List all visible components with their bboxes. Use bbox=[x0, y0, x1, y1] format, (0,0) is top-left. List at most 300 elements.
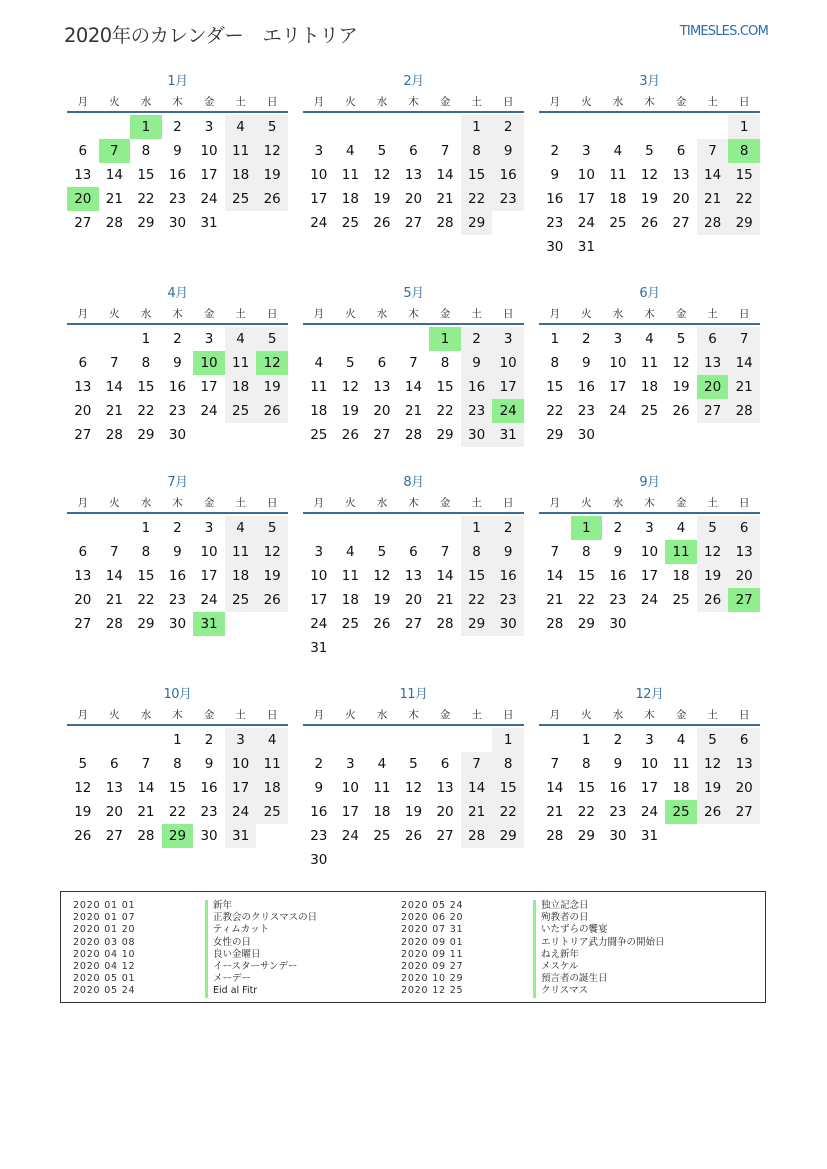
day-cell: 8 bbox=[141, 143, 151, 159]
day-cell: 17 bbox=[609, 379, 627, 395]
day-cell: 16 bbox=[168, 167, 187, 183]
weekday-label: 日 bbox=[267, 96, 278, 108]
day-cell: 2 bbox=[461, 327, 493, 351]
day-cell: 9 bbox=[492, 139, 524, 163]
day-cell: 12 bbox=[697, 752, 729, 776]
day-cell: 29 bbox=[728, 211, 760, 235]
holiday-entry bbox=[401, 985, 665, 997]
day-cell: 10 bbox=[225, 752, 257, 776]
day-cell: 25 bbox=[310, 427, 328, 443]
day-cell: 20 bbox=[672, 191, 690, 207]
weekday-header bbox=[303, 707, 524, 726]
day-cell: 24 bbox=[577, 215, 595, 231]
day-cell: 27 bbox=[74, 215, 92, 231]
holiday-date: 2020 07 31 bbox=[401, 924, 464, 936]
day-cell: 16 bbox=[492, 564, 524, 588]
day-cell: 21 bbox=[697, 187, 729, 211]
weekday-label: 日 bbox=[503, 709, 514, 721]
day-cell: 5 bbox=[256, 327, 288, 351]
weekday-label: 金 bbox=[439, 497, 451, 509]
day-cell: 11 bbox=[225, 540, 257, 564]
weekday-label: 水 bbox=[376, 308, 388, 320]
day-cell: 3 bbox=[204, 119, 214, 135]
weekday-label: 金 bbox=[439, 308, 451, 320]
day-cell: 22 bbox=[728, 187, 760, 211]
day-cell: 30 bbox=[492, 612, 524, 636]
weekday-label: 土 bbox=[471, 709, 482, 721]
day-cell: 22 bbox=[461, 588, 493, 612]
weekday-label: 土 bbox=[235, 96, 246, 108]
day-cell: 3 bbox=[645, 732, 654, 748]
day-cell: 21 bbox=[137, 804, 155, 820]
day-cell: 28 bbox=[546, 828, 564, 844]
holiday-name: 良い金曜日 bbox=[205, 949, 261, 961]
month-calendar bbox=[539, 474, 760, 636]
day-cell: 10 bbox=[341, 780, 359, 796]
weekday-label: 日 bbox=[267, 308, 278, 320]
weekday-label: 火 bbox=[345, 96, 356, 108]
weekday-label: 月 bbox=[549, 308, 561, 320]
day-cell: 8 bbox=[461, 540, 493, 564]
day-cell: 18 bbox=[672, 568, 690, 584]
day-cell: 7 bbox=[697, 139, 729, 163]
holiday-name: メスケル bbox=[533, 961, 579, 973]
day-cell: 29 bbox=[577, 616, 595, 632]
day-cell: 12 bbox=[640, 167, 659, 183]
day-cell: 4 bbox=[314, 355, 324, 371]
day-cell: 7 bbox=[440, 143, 450, 159]
day-cell: 5 bbox=[78, 756, 88, 772]
day-cell: 23 bbox=[492, 187, 524, 211]
day-cell: 26 bbox=[256, 187, 288, 211]
day-cell: 5 bbox=[256, 516, 288, 540]
day-cell: 31 bbox=[492, 423, 524, 447]
day-cell: 28 bbox=[404, 427, 423, 443]
day-cell: 14 bbox=[137, 780, 155, 796]
day-cell: 5 bbox=[697, 516, 729, 540]
day-cell: 25 bbox=[225, 187, 257, 211]
day-cell: 22 bbox=[577, 804, 595, 820]
holiday-entry bbox=[73, 961, 317, 973]
day-cell: 30 bbox=[200, 828, 218, 844]
day-cell: 19 bbox=[640, 191, 659, 207]
day-grid bbox=[67, 728, 288, 848]
day-cell: 6 bbox=[78, 355, 88, 371]
weekday-label: 水 bbox=[612, 497, 624, 509]
day-cell: 6 bbox=[409, 143, 418, 159]
day-cell: 7 bbox=[550, 756, 560, 772]
day-cell-empty bbox=[429, 728, 461, 752]
day-cell: 7 bbox=[461, 752, 493, 776]
day-cell: 1 bbox=[173, 732, 182, 748]
day-grid bbox=[303, 728, 524, 872]
holiday-name: エリトリア武力闘争の開始日 bbox=[533, 937, 665, 949]
day-cell-empty bbox=[130, 728, 162, 752]
day-cell: 9 bbox=[613, 544, 623, 560]
weekday-label: 金 bbox=[439, 96, 451, 108]
day-cell: 12 bbox=[404, 780, 423, 796]
day-cell: 10 bbox=[310, 167, 328, 183]
day-cell: 5 bbox=[676, 331, 686, 347]
day-cell: 22 bbox=[461, 187, 493, 211]
weekday-label: 木 bbox=[644, 497, 655, 509]
weekday-label: 水 bbox=[376, 497, 388, 509]
day-cell: 25 bbox=[225, 588, 257, 612]
day-cell: 8 bbox=[141, 544, 151, 560]
day-cell: 10 bbox=[200, 143, 218, 159]
day-cell: 25 bbox=[373, 828, 391, 844]
weekday-label: 木 bbox=[408, 308, 419, 320]
month-calendar bbox=[303, 73, 524, 235]
day-cell: 30 bbox=[168, 616, 187, 632]
day-cell: 3 bbox=[314, 544, 324, 560]
day-cell: 21 bbox=[105, 403, 123, 419]
weekday-label: 月 bbox=[313, 308, 325, 320]
day-cell: 26 bbox=[256, 588, 288, 612]
day-cell: 25 bbox=[341, 616, 359, 632]
day-cell: 27 bbox=[404, 215, 423, 231]
day-cell: 25 bbox=[672, 592, 690, 608]
day-cell: 20 bbox=[373, 403, 391, 419]
day-cell: 11 bbox=[341, 167, 359, 183]
weekday-label: 木 bbox=[644, 96, 655, 108]
day-cell: 11 bbox=[341, 568, 359, 584]
day-cell: 24 bbox=[225, 800, 257, 824]
day-cell: 26 bbox=[640, 215, 659, 231]
holiday-date: 2020 05 24 bbox=[401, 900, 464, 911]
day-cell: 28 bbox=[697, 211, 729, 235]
day-cell: 6 bbox=[728, 516, 760, 540]
day-cell: 22 bbox=[168, 804, 187, 820]
day-grid bbox=[539, 516, 760, 636]
holiday-column-right bbox=[401, 900, 665, 998]
day-cell: 8 bbox=[461, 139, 493, 163]
day-cell: 13 bbox=[74, 379, 92, 395]
day-cell: 26 bbox=[256, 399, 288, 423]
day-cell: 22 bbox=[546, 403, 564, 419]
day-cell: 28 bbox=[105, 427, 123, 443]
day-cell: 30 bbox=[310, 852, 328, 868]
day-cell: 23 bbox=[310, 828, 328, 844]
weekday-label: 火 bbox=[109, 96, 120, 108]
day-cell: 24 bbox=[200, 403, 218, 419]
page-title: 2020年のカレンダー エリトリア bbox=[64, 24, 358, 47]
weekday-label: 土 bbox=[471, 497, 482, 509]
weekday-label: 火 bbox=[109, 497, 120, 509]
holiday-date: 2020 09 11 bbox=[401, 948, 464, 960]
day-cell: 11 bbox=[640, 355, 659, 371]
day-cell: 12 bbox=[697, 540, 729, 564]
holiday-name: 正教会のクリスマスの日 bbox=[205, 912, 317, 924]
weekday-header bbox=[539, 707, 760, 726]
weekday-label: 火 bbox=[581, 308, 592, 320]
day-cell: 16 bbox=[168, 568, 187, 584]
holiday-date: 2020 06 20 bbox=[401, 912, 464, 924]
day-cell: 21 bbox=[728, 375, 760, 399]
holiday-name: ティムカット bbox=[205, 924, 269, 936]
day-cell: 24 bbox=[310, 215, 328, 231]
day-cell: 14 bbox=[105, 379, 123, 395]
day-cell-empty bbox=[67, 516, 99, 540]
day-cell: 9 bbox=[582, 355, 591, 371]
day-cell-empty bbox=[67, 728, 99, 752]
day-cell-holiday: 24 bbox=[492, 399, 524, 423]
day-cell-empty bbox=[303, 327, 335, 351]
month-calendar bbox=[67, 73, 288, 235]
day-cell: 9 bbox=[173, 544, 182, 560]
day-cell: 16 bbox=[461, 375, 493, 399]
day-cell: 16 bbox=[609, 568, 627, 584]
day-cell-empty bbox=[99, 115, 131, 139]
day-cell: 26 bbox=[697, 800, 729, 824]
day-cell: 27 bbox=[74, 427, 92, 443]
day-cell: 20 bbox=[728, 564, 760, 588]
weekday-label: 木 bbox=[172, 709, 183, 721]
day-cell-holiday: 20 bbox=[697, 375, 729, 399]
weekday-label: 金 bbox=[675, 709, 687, 721]
weekday-label: 火 bbox=[109, 308, 120, 320]
day-cell: 16 bbox=[200, 780, 218, 796]
month-calendar bbox=[67, 285, 288, 447]
day-cell: 17 bbox=[492, 375, 524, 399]
holiday-date: 2020 05 24 bbox=[73, 985, 136, 997]
day-cell: 1 bbox=[461, 115, 493, 139]
day-cell: 3 bbox=[346, 756, 355, 772]
day-cell: 29 bbox=[461, 211, 493, 235]
day-cell: 3 bbox=[492, 327, 524, 351]
day-grid bbox=[303, 516, 524, 660]
day-cell: 21 bbox=[546, 592, 564, 608]
day-cell: 6 bbox=[409, 544, 418, 560]
day-cell-empty bbox=[697, 115, 729, 139]
holiday-entry bbox=[73, 900, 317, 912]
day-grid bbox=[303, 327, 524, 447]
day-cell: 26 bbox=[672, 403, 690, 419]
month-calendar bbox=[303, 474, 524, 660]
holiday-date: 2020 12 25 bbox=[401, 985, 464, 997]
holiday-entry bbox=[401, 961, 665, 973]
holiday-entry bbox=[401, 973, 665, 985]
day-cell: 26 bbox=[697, 588, 729, 612]
day-cell: 13 bbox=[404, 568, 423, 584]
day-cell: 3 bbox=[645, 520, 654, 536]
day-cell: 25 bbox=[341, 215, 359, 231]
day-cell: 31 bbox=[200, 215, 218, 231]
day-cell: 1 bbox=[461, 516, 493, 540]
day-cell: 28 bbox=[105, 215, 123, 231]
weekday-label: 土 bbox=[707, 709, 718, 721]
day-cell-empty bbox=[571, 115, 603, 139]
weekday-label: 水 bbox=[140, 96, 152, 108]
day-cell: 27 bbox=[404, 616, 423, 632]
day-cell: 12 bbox=[373, 568, 391, 584]
weekday-label: 日 bbox=[503, 308, 514, 320]
month-title: 11月 bbox=[399, 687, 428, 702]
day-cell-empty bbox=[335, 516, 367, 540]
day-cell: 19 bbox=[697, 776, 729, 800]
month-calendar bbox=[303, 285, 524, 447]
weekday-label: 土 bbox=[707, 308, 718, 320]
day-cell-empty bbox=[303, 516, 335, 540]
month-title: 8月 bbox=[403, 475, 424, 490]
day-cell: 14 bbox=[436, 568, 454, 584]
day-cell: 1 bbox=[550, 331, 560, 347]
day-cell: 29 bbox=[137, 215, 155, 231]
holiday-entry bbox=[73, 924, 317, 936]
day-cell: 15 bbox=[577, 568, 595, 584]
day-cell: 3 bbox=[225, 728, 257, 752]
day-cell: 13 bbox=[697, 351, 729, 375]
day-cell: 10 bbox=[577, 167, 595, 183]
month-title: 10月 bbox=[163, 687, 192, 702]
day-cell: 21 bbox=[436, 191, 454, 207]
month-calendar bbox=[67, 474, 288, 636]
day-cell-empty bbox=[539, 516, 571, 540]
day-cell: 28 bbox=[105, 616, 123, 632]
day-cell-holiday: 8 bbox=[728, 139, 760, 163]
weekday-label: 日 bbox=[267, 497, 278, 509]
day-cell: 21 bbox=[436, 592, 454, 608]
month-title: 6月 bbox=[639, 286, 660, 301]
day-cell: 5 bbox=[377, 143, 387, 159]
day-cell: 17 bbox=[225, 776, 257, 800]
day-cell: 2 bbox=[550, 143, 560, 159]
day-cell: 18 bbox=[225, 564, 257, 588]
weekday-label: 月 bbox=[549, 709, 561, 721]
day-cell: 19 bbox=[373, 191, 391, 207]
holiday-column-left bbox=[73, 900, 317, 998]
day-cell: 19 bbox=[341, 403, 359, 419]
day-cell: 24 bbox=[341, 828, 359, 844]
site-name[interactable]: TIMESLES.COM bbox=[679, 24, 768, 39]
day-grid bbox=[67, 327, 288, 447]
weekday-header bbox=[303, 94, 524, 113]
day-cell: 13 bbox=[728, 752, 760, 776]
weekday-label: 木 bbox=[644, 308, 655, 320]
day-cell: 1 bbox=[728, 115, 760, 139]
day-cell: 9 bbox=[550, 167, 560, 183]
holiday-date: 2020 05 01 bbox=[73, 973, 136, 985]
day-cell: 22 bbox=[492, 800, 524, 824]
day-cell: 6 bbox=[440, 756, 450, 772]
holiday-entry bbox=[401, 949, 665, 961]
day-cell: 1 bbox=[141, 520, 151, 536]
day-cell: 16 bbox=[609, 780, 627, 796]
day-cell: 20 bbox=[728, 776, 760, 800]
day-cell: 14 bbox=[461, 776, 493, 800]
day-cell: 23 bbox=[168, 403, 187, 419]
weekday-label: 金 bbox=[203, 709, 215, 721]
day-cell: 16 bbox=[310, 804, 328, 820]
day-cell: 27 bbox=[728, 800, 760, 824]
day-cell: 30 bbox=[168, 427, 187, 443]
weekday-label: 月 bbox=[313, 709, 325, 721]
weekday-label: 日 bbox=[503, 497, 514, 509]
day-cell: 4 bbox=[225, 516, 257, 540]
day-cell: 22 bbox=[436, 403, 454, 419]
day-cell: 7 bbox=[409, 355, 418, 371]
weekday-label: 金 bbox=[203, 96, 215, 108]
weekday-label: 火 bbox=[345, 308, 356, 320]
day-cell: 29 bbox=[137, 616, 155, 632]
day-cell: 5 bbox=[377, 544, 387, 560]
day-cell: 24 bbox=[609, 403, 627, 419]
day-cell: 18 bbox=[256, 776, 288, 800]
day-cell-empty bbox=[99, 327, 131, 351]
day-grid bbox=[539, 115, 760, 259]
day-cell: 17 bbox=[341, 804, 359, 820]
day-cell: 2 bbox=[314, 756, 324, 772]
holiday-name: 独立記念日 bbox=[533, 900, 589, 912]
month-calendar bbox=[539, 686, 760, 848]
day-cell: 16 bbox=[168, 379, 187, 395]
day-cell: 30 bbox=[461, 423, 493, 447]
day-cell: 19 bbox=[672, 379, 690, 395]
weekday-label: 金 bbox=[439, 709, 451, 721]
day-cell: 9 bbox=[173, 143, 182, 159]
weekday-header bbox=[67, 707, 288, 726]
day-cell: 27 bbox=[697, 399, 729, 423]
weekday-label: 木 bbox=[408, 497, 419, 509]
day-cell-empty bbox=[366, 115, 398, 139]
day-cell: 11 bbox=[256, 752, 288, 776]
day-cell-empty bbox=[366, 327, 398, 351]
weekday-label: 月 bbox=[549, 96, 561, 108]
day-cell: 13 bbox=[74, 568, 92, 584]
day-cell: 10 bbox=[640, 544, 659, 560]
day-cell: 28 bbox=[461, 824, 493, 848]
day-cell: 1 bbox=[582, 732, 591, 748]
holiday-name: イースターサンデー bbox=[205, 961, 298, 973]
weekday-label: 水 bbox=[140, 709, 152, 721]
holiday-legend bbox=[60, 891, 766, 1003]
day-cell: 4 bbox=[256, 728, 288, 752]
month-calendar bbox=[539, 285, 760, 447]
day-cell: 3 bbox=[582, 143, 591, 159]
day-cell-empty bbox=[67, 115, 99, 139]
day-cell: 24 bbox=[310, 616, 328, 632]
day-cell: 18 bbox=[341, 191, 359, 207]
holiday-entry bbox=[401, 937, 665, 949]
holiday-entry bbox=[401, 924, 665, 936]
day-cell: 26 bbox=[373, 616, 391, 632]
holiday-date: 2020 10 29 bbox=[401, 973, 464, 985]
holiday-entry bbox=[73, 937, 317, 949]
day-cell: 29 bbox=[577, 828, 595, 844]
day-cell: 18 bbox=[672, 780, 690, 796]
day-cell: 16 bbox=[546, 191, 564, 207]
weekday-label: 水 bbox=[376, 709, 388, 721]
day-cell-empty bbox=[429, 516, 461, 540]
day-cell: 6 bbox=[377, 355, 387, 371]
weekday-label: 火 bbox=[345, 709, 356, 721]
holiday-name: メーデー bbox=[205, 973, 251, 985]
weekday-header bbox=[539, 495, 760, 514]
day-cell: 10 bbox=[609, 355, 627, 371]
holiday-date: 2020 09 01 bbox=[401, 936, 464, 948]
day-cell-empty bbox=[303, 728, 335, 752]
day-cell: 22 bbox=[137, 592, 155, 608]
day-cell: 2 bbox=[173, 119, 182, 135]
day-cell: 15 bbox=[137, 167, 155, 183]
day-cell: 4 bbox=[676, 732, 686, 748]
day-cell: 12 bbox=[672, 355, 690, 371]
weekday-label: 月 bbox=[77, 96, 89, 108]
day-cell: 4 bbox=[225, 327, 257, 351]
day-cell: 27 bbox=[672, 215, 690, 231]
day-cell: 26 bbox=[404, 828, 423, 844]
weekday-label: 金 bbox=[203, 497, 215, 509]
